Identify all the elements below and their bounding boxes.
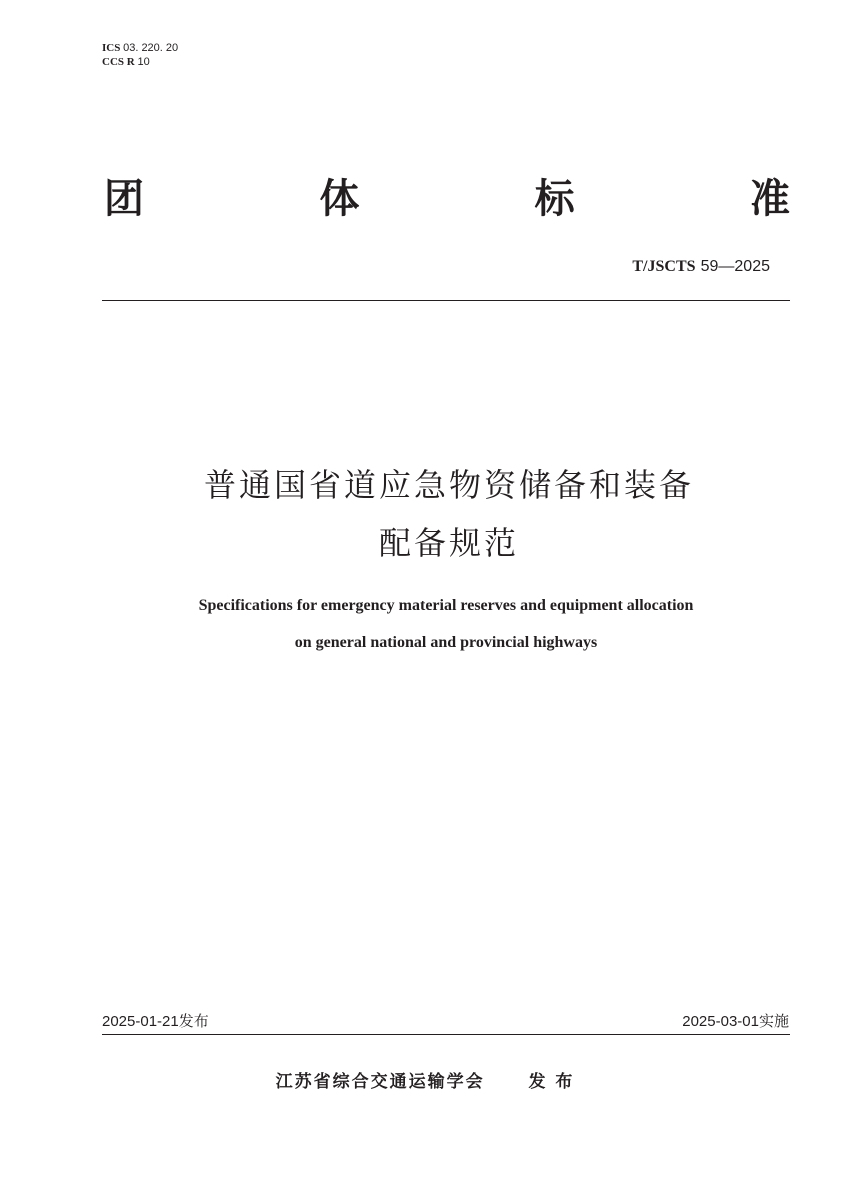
footer-divider [102,1034,790,1035]
title-chinese-line-2: 配备规范 [378,524,519,562]
classification-codes [102,41,178,69]
standard-type-heading [104,174,790,224]
standard-type-char: 体 [319,176,360,222]
standard-type-char: 团 [104,176,144,222]
publisher-label: 发 布 [528,1072,575,1092]
ics-code [102,41,178,55]
issue-date-value: 2025-01-21 [102,1013,179,1030]
standard-number-value: 59—2025 [700,258,770,275]
implementation-date-label: 实施 [758,1012,789,1030]
title-english-line-1: Specifications for emergency material reserves and equipment allocation [198,597,694,614]
implementation-date [682,1011,789,1032]
standard-number-prefix: T/JSCTS [632,258,696,275]
ccs-label: CCS [102,56,125,68]
issue-date-label: 发布 [178,1012,209,1030]
issue-date [102,1011,209,1032]
ccs-code [102,55,178,69]
ccs-value-bold: R [126,56,135,68]
publisher [0,1070,850,1094]
standard-number [632,256,770,277]
ics-label: ICS [102,42,121,54]
standard-type-char: 准 [749,176,790,222]
standard-type-char: 标 [534,176,575,222]
title-chinese-line-1: 普通国省道应急物资储备和装备 [203,466,694,504]
publisher-organization: 江苏省综合交通运输学会 [275,1072,485,1092]
header-divider [102,300,790,301]
title-english-line-2: on general national and provincial highways [294,634,598,651]
ccs-value: 10 [137,56,150,68]
implementation-date-value: 2025-03-01 [682,1013,759,1030]
ics-value: 03. 220. 20 [123,42,179,54]
